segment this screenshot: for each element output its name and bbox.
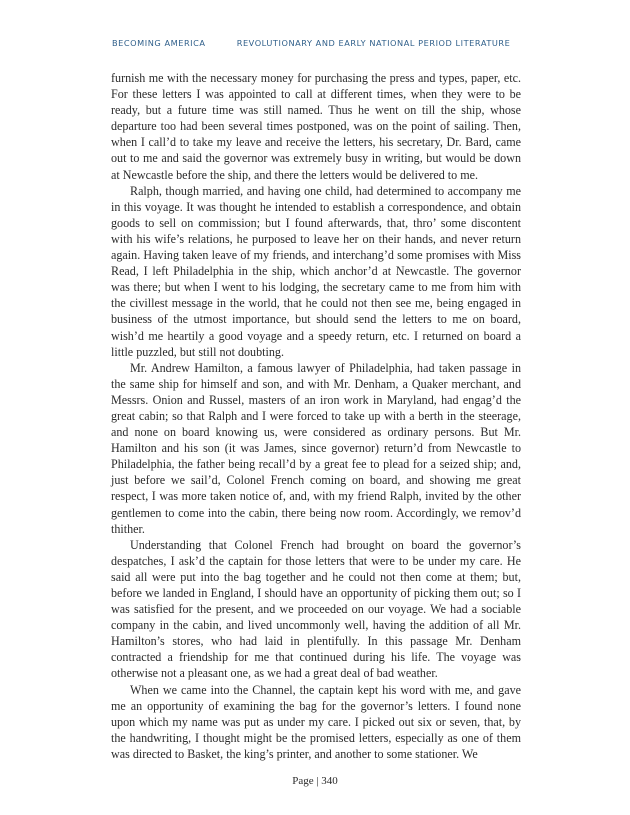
paragraph: Mr. Andrew Hamilton, a famous lawyer of Philadelphia, had taken passage in the same ship for himself and son, and with Mr. Denham, a Quaker merchant, and Messrs. Onion and Russel, masters of an iron work in Maryland, had engag’d the great cabin; so that Ralph and I were forced to take up with a berth in the steerage, and none on board knowing us, were considered as ordinary persons. But Mr. Hamilton and his son (it was James, since governor) return’d from Newcastle to Philadelphia, the father being recall’d by a great fee to plead for a seized ship; and, just before we sail’d, Colonel French coming on board, and showing me great respect, I was more taken notice of, and, with my friend Ralph, invited by the other gentlemen to come into the cabin, there being now room. Accordingly, we remov’d thither. — [111, 360, 521, 536]
page-body — [111, 70, 521, 762]
header-section-title: REVOLUTIONARY AND EARLY NATIONAL PERIOD LITERATURE — [236, 38, 511, 48]
header-book-title: BECOMING AMERICA — [112, 38, 206, 48]
running-header — [112, 38, 510, 48]
paragraph: furnish me with the necessary money for purchasing the press and types, paper, etc. For these letters I was appointed to call at different times, when they were to be ready, but a future time was still named. Thus he went on till the ship, whose departure too had been several times postponed, was on the point of sailing. Then, when I call’d to take my leave and receive the letters, his secretary, Dr. Bard, came out to me and said the governor was extremely busy in writing, but would be down at Newcastle before the ship, and there the letters would be delivered to me. — [111, 71, 521, 182]
paragraph: When we came into the Channel, the captain kept his word with me, and gave me an opportunity of examining the bag for the governor’s letters. I found none upon which my name was put as under my care. I picked out six or seven, that, by the handwriting, I thought might be the promised letters, especially as one of them was directed to Basket, the king’s printer, and another to some stationer. We — [111, 682, 521, 761]
page-number: Page | 340 — [292, 775, 338, 787]
paragraph: Ralph, though married, and having one child, had determined to accompany me in this voyage. It was thought he intended to establish a correspondence, and obtain goods to sell on commission; but I found afterwards, that, thro’ some discontent with his wife’s relations, he purposed to leave her on their hands, and never return again. Having taken leave of my friends, and interchang’d some promises with Miss Read, I left Philadelphia in the ship, which anchor’d at Newcastle. The governor was there; but when I went to his lodging, the secretary came to me from him with the civillest message in the world, that he could not then see me, being engaged in business of the utmost importance, but should send the letters to me on board, wish’d me heartily a good voyage and a speedy return, etc. I returned on board a little puzzled, but still not doubting. — [111, 183, 521, 359]
paragraph: Understanding that Colonel French had brought on board the governor’s despatches, I ask’d the captain for those letters that were to be under my care. He said all were put into the bag together and he could not then come at them; but, before we landed in England, I should have an opportunity of picking them out; so I was satisfied for the present, and we proceeded on our voyage. We had a sociable company in the cabin, and lived uncommonly well, having the addition of all Mr. Hamilton’s stores, who had laid in plentifully. In this passage Mr. Denham contracted a friendship for me that continued during his life. The voyage was otherwise not a pleasant one, as we had a great deal of bad weather. — [111, 537, 521, 681]
